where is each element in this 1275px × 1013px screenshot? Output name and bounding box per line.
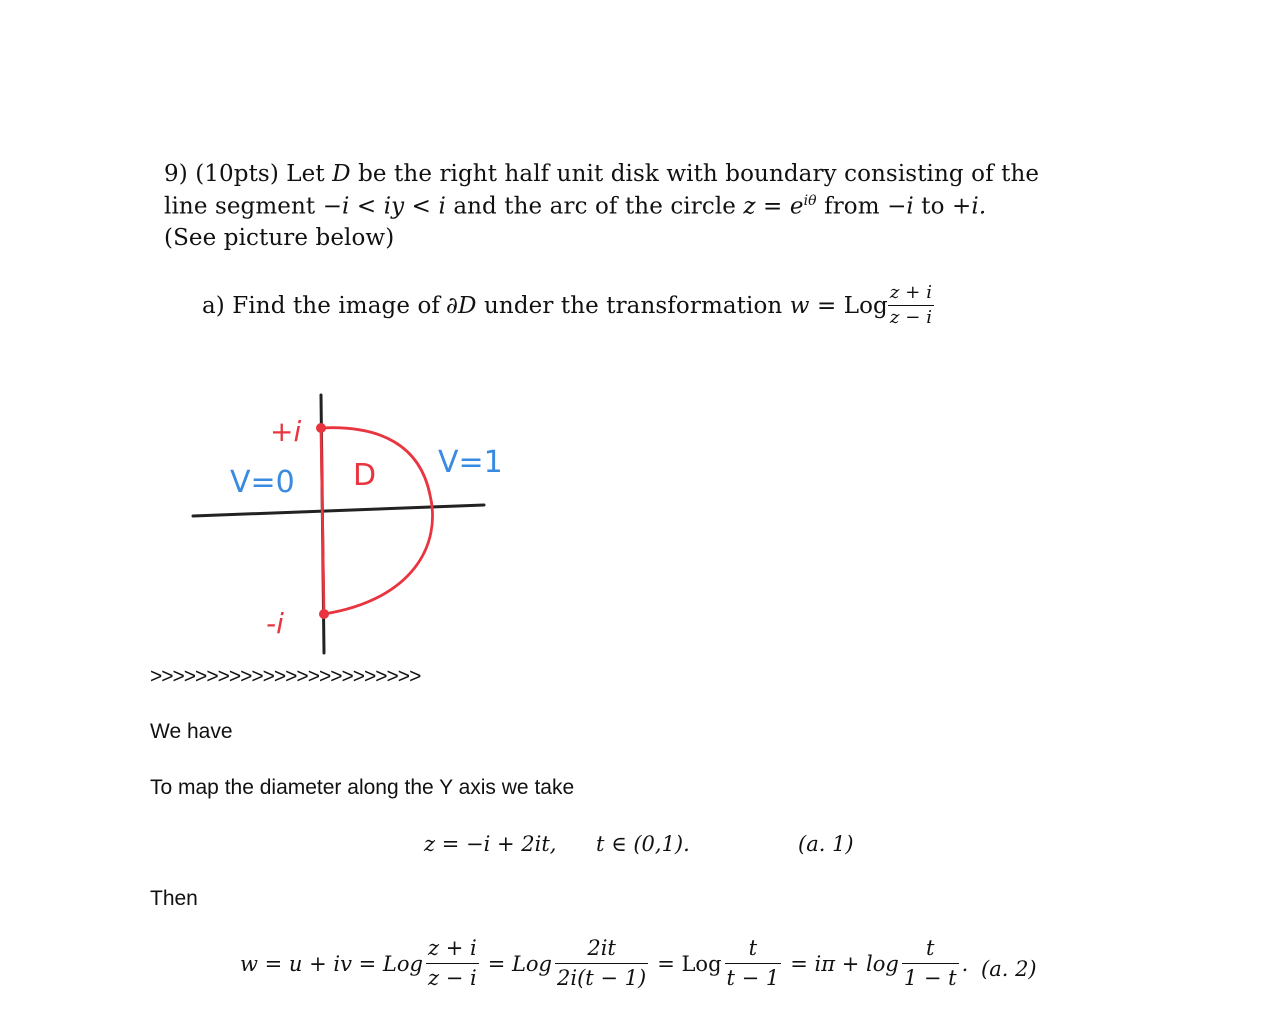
- equation-a1-domain: [596, 832, 690, 856]
- then-text: Then: [150, 887, 198, 910]
- to-map-text: To map the diameter along the Y axis we take: [150, 776, 575, 799]
- part-a-fraction: [888, 284, 934, 327]
- equation-a1-domain-text: t ∈ (0,1).: [596, 832, 690, 856]
- fraction-bar: [725, 963, 782, 964]
- point-minus-i: [319, 609, 329, 619]
- equation-a1-lhs: z = −i + 2it,: [424, 832, 557, 856]
- x-axis: [193, 505, 484, 516]
- fraction-numerator: t: [925, 936, 935, 960]
- problem-symbol: e: [789, 193, 804, 220]
- fraction-bar: [426, 963, 479, 964]
- equation-a1-tag: [798, 832, 854, 856]
- fraction-2: [555, 938, 648, 989]
- problem-text: =: [755, 193, 790, 220]
- fraction-denominator: 1 − t: [903, 966, 957, 990]
- problem-superscript: iθ: [803, 193, 817, 209]
- problem-text: to: [913, 193, 953, 220]
- fraction-numerator: z + i: [427, 936, 477, 960]
- fraction-denominator: z − i: [889, 307, 933, 328]
- problem-symbol: D: [332, 161, 351, 187]
- label-v0: V=0: [230, 465, 295, 500]
- boundary-symbol: ∂D: [446, 292, 477, 319]
- fraction-numerator: 2it: [587, 936, 616, 960]
- we-have-text: We have: [150, 720, 233, 743]
- equation-a2-lhs: w = u + iv = Log: [240, 951, 423, 976]
- problem-text: (See picture below): [164, 225, 395, 251]
- problem-text: be the right half unit disk with boundary consisting of the: [350, 161, 1040, 187]
- equation-a2: [240, 938, 968, 989]
- equation-a2-tag: [981, 957, 1037, 981]
- fraction-numerator: z + i: [889, 282, 933, 303]
- fraction-denominator: 2i(t − 1): [557, 966, 647, 990]
- equation-tag: (a. 2): [981, 957, 1037, 981]
- problem-line-1: [164, 161, 1039, 187]
- fraction-3: [725, 938, 782, 989]
- equation-tag: (a. 1): [798, 832, 854, 856]
- part-a-text: a) Find the image of: [202, 292, 441, 319]
- equation-a2-step: = iπ + log: [790, 951, 899, 976]
- label-v1: V=1: [438, 445, 503, 480]
- equation-a2-end: .: [961, 951, 969, 976]
- equation-a2-step: = Log: [487, 951, 552, 976]
- label-plus-i: +i: [270, 415, 302, 448]
- point-plus-i: [316, 423, 326, 433]
- problem-text: and the arc of the circle: [445, 193, 744, 220]
- equation-a2-step: = Log: [657, 951, 722, 976]
- fraction-bar: [902, 963, 959, 964]
- problem-inequality: −i < iy < i: [322, 193, 446, 220]
- problem-line-2: [164, 193, 986, 220]
- half-disk-figure: [180, 385, 540, 670]
- separator-line: >>>>>>>>>>>>>>>>>>>>>>>>: [150, 665, 421, 688]
- problem-text: 9) (10pts) Let: [164, 161, 333, 187]
- fraction-bar: [555, 963, 648, 964]
- equation-a1: [424, 832, 556, 856]
- problem-symbol: z: [743, 193, 756, 220]
- part-a-text: under the transformation: [476, 292, 790, 319]
- fraction-bar: [888, 305, 934, 306]
- problem-line-3: [164, 225, 394, 251]
- part-a-text: = Log: [809, 292, 888, 319]
- fraction-1: [426, 938, 479, 989]
- problem-symbol: +i.: [952, 193, 987, 220]
- problem-text: from: [816, 193, 888, 220]
- problem-symbol: w: [789, 292, 810, 319]
- problem-text: line segment: [164, 193, 323, 220]
- fraction-denominator: z − i: [427, 966, 477, 990]
- label-D: D: [353, 458, 377, 493]
- fraction-numerator: t: [748, 936, 758, 960]
- diameter-segment: [321, 428, 324, 614]
- problem-part-a: [202, 284, 934, 327]
- fraction-denominator: t − 1: [726, 966, 780, 990]
- fraction-4: [902, 938, 959, 989]
- arc-boundary: [321, 428, 433, 614]
- problem-symbol: −i: [887, 193, 914, 220]
- label-minus-i: -i: [266, 607, 284, 640]
